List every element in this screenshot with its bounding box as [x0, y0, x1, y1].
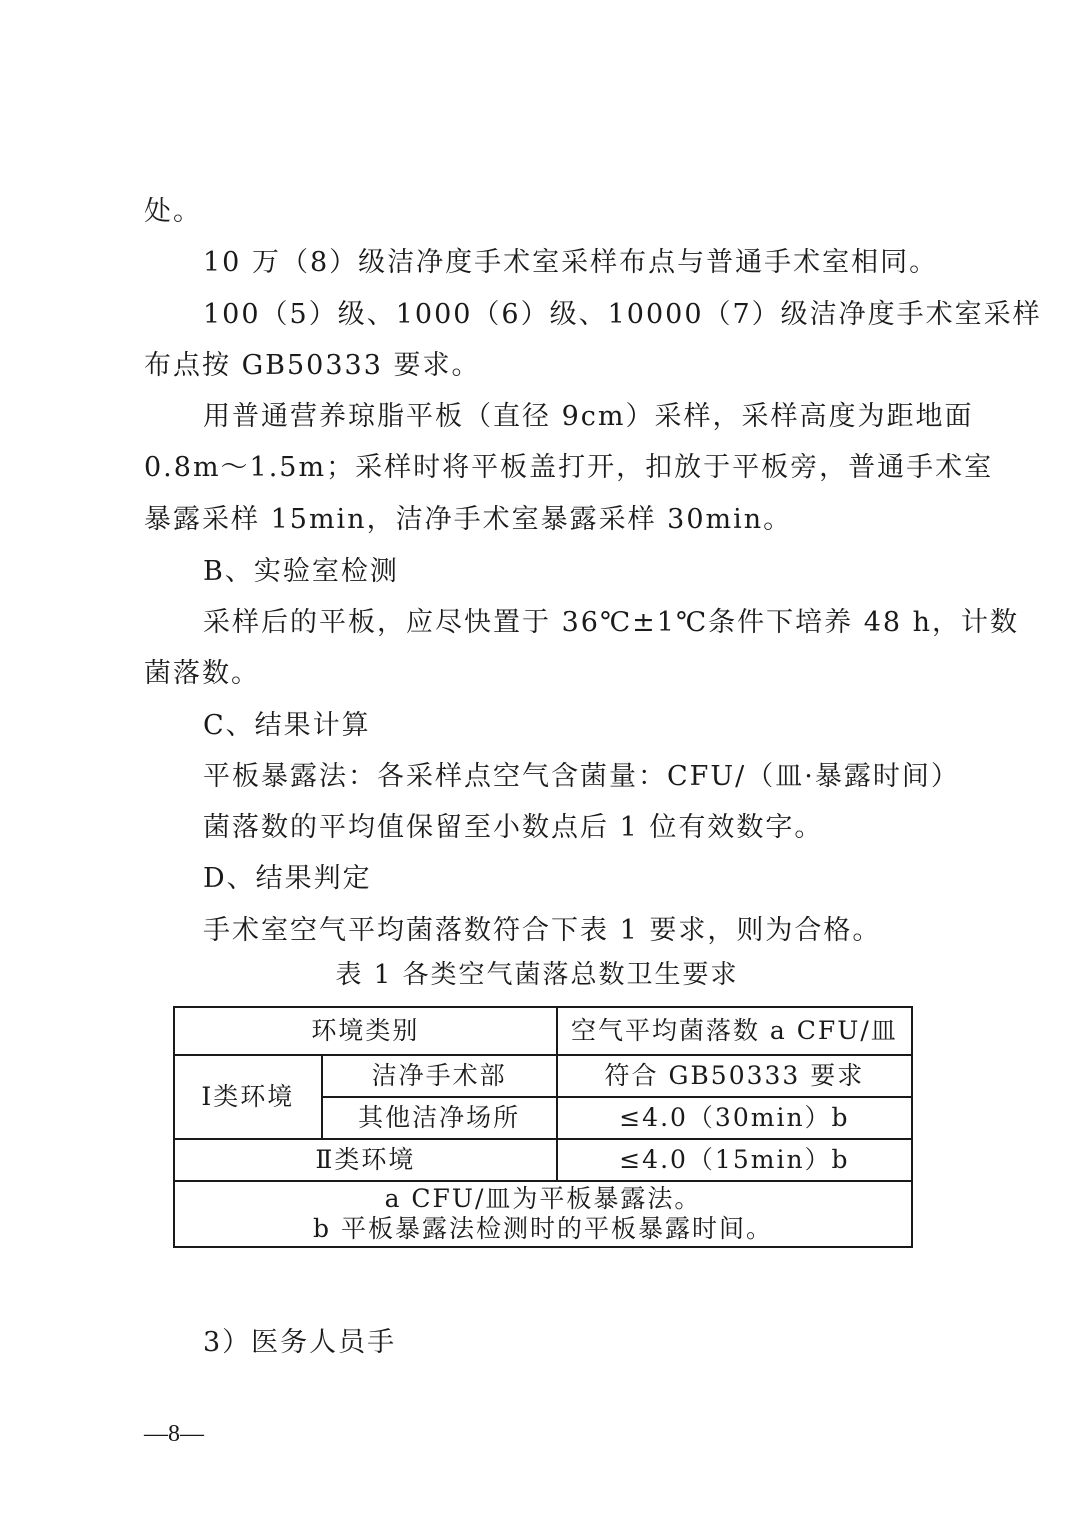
class-two-environment: Ⅱ类环境: [174, 1139, 557, 1181]
table-row: [174, 1139, 912, 1181]
clean-surgical-dept: 洁净手术部: [322, 1055, 557, 1097]
table-header-row: [174, 1007, 912, 1055]
heading-result-judgment: D、结果判定: [203, 863, 372, 894]
table-row: [174, 1055, 912, 1097]
heading-result-calc: C、结果计算: [203, 710, 371, 741]
class-one-environment: Ⅰ类环境: [174, 1055, 322, 1139]
paragraph-culture-line2: 菌落数。: [144, 658, 260, 689]
paragraph-sampling-classes-line1: 100（5）级、1000（6）级、10000（7）级洁净度手术室采样: [203, 299, 1042, 330]
note-b: b 平板暴露法检测时的平板暴露时间。: [313, 1214, 773, 1243]
other-clean-places-value: ≤4.0（30min）b: [557, 1097, 912, 1139]
table-notes-row: [174, 1181, 912, 1247]
paragraph-method-line3: 暴露采样 15min，洁净手术室暴露采样 30min。: [144, 504, 793, 535]
paragraph-rounding: 菌落数的平均值保留至小数点后 1 位有效数字。: [203, 812, 824, 843]
section-medical-staff-hands: 3）医务人员手: [203, 1327, 397, 1358]
class-two-value: ≤4.0（15min）b: [557, 1139, 912, 1181]
header-environment-category: 环境类别: [174, 1007, 557, 1055]
paragraph-formula: 平板暴露法：各采样点空气含菌量：CFU/（皿·暴露时间）: [203, 761, 960, 792]
paragraph-criteria: 手术室空气平均菌落数符合下表 1 要求，则为合格。: [203, 915, 882, 946]
other-clean-places: 其他洁净场所: [322, 1097, 557, 1139]
paragraph-method-line2: 0.8m～1.5m；采样时将平板盖打开，扣放于平板旁，普通手术室: [144, 452, 994, 483]
table-notes: [174, 1181, 912, 1247]
requirements-table: [173, 1006, 913, 1248]
clean-surgical-dept-value: 符合 GB50333 要求: [557, 1055, 912, 1097]
paragraph-sampling-100k: 10 万（8）级洁净度手术室采样布点与普通手术室相同。: [203, 247, 939, 278]
page-number: —8—: [144, 1421, 204, 1447]
note-a: a CFU/皿为平板暴露法。: [384, 1184, 702, 1213]
paragraph-method-line1: 用普通营养琼脂平板（直径 9cm）采样，采样高度为距地面: [203, 401, 974, 432]
paragraph-culture-line1: 采样后的平板，应尽快置于 36℃±1℃条件下培养 48 h，计数: [203, 607, 1020, 638]
heading-lab-testing: B、实验室检测: [203, 556, 399, 587]
table-caption: 表 1 各类空气菌落总数卫生要求: [335, 960, 739, 990]
paragraph-continuation: 处。: [144, 196, 202, 227]
header-avg-colony-count: 空气平均菌落数 a CFU/皿: [557, 1007, 912, 1055]
paragraph-sampling-classes-line2: 布点按 GB50333 要求。: [144, 350, 481, 381]
